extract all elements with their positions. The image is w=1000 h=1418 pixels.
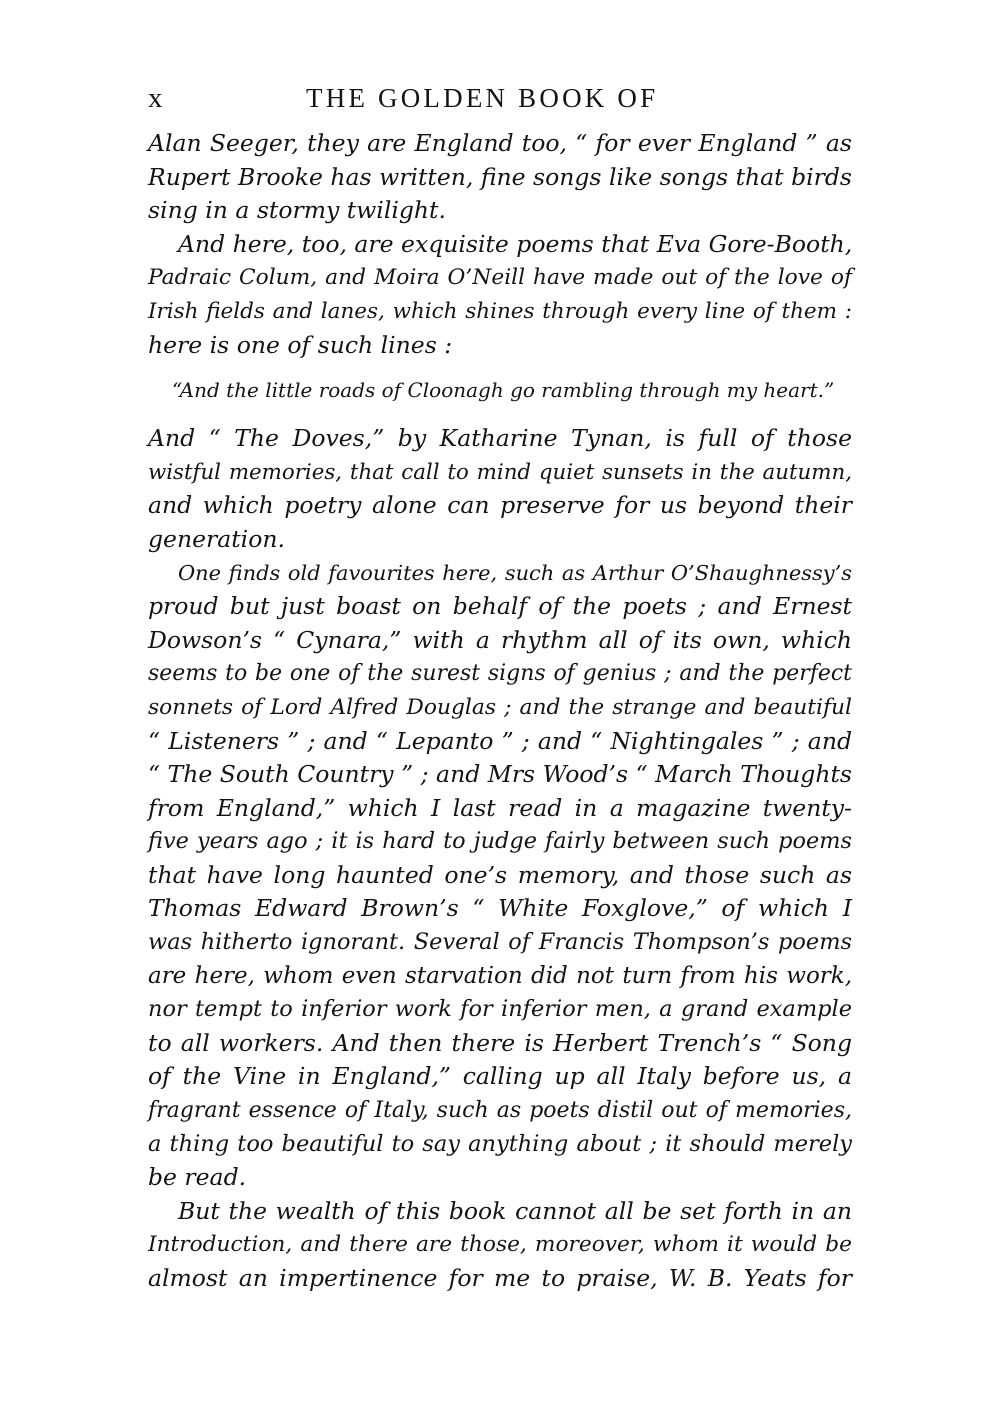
text-line: a thing too beautiful to say anything about ; it should merely [148, 1130, 852, 1157]
text-line: One finds old favourites here, such as Arthur O’Shaughnessy’s [178, 560, 852, 585]
text-line: Irish fields and lanes, which shines through every line of them : [148, 298, 852, 324]
text-line: nor tempt to inferior work for inferior men, a grand example [148, 996, 852, 1023]
text-line: be read. [148, 1163, 247, 1192]
page-number: x [148, 82, 163, 114]
text-line: proud but just boast on behalf of the poets ; and Ernest [148, 592, 852, 621]
text-line: Alan Seeger, they are England too, “ for ever England ” as [148, 129, 852, 157]
text-line: that have long haunted one’s memory, and those such as [148, 860, 852, 889]
text-line: from England,” which I last read in a magazine twenty- [148, 793, 852, 822]
quoted-verse-line: “And the little roads of Cloonagh go rambling through my heart.” [172, 378, 835, 403]
paragraph-2 [148, 228, 852, 362]
text-line: generation. [148, 524, 285, 553]
running-head [148, 80, 852, 116]
text-line: are here, whom even starvation did not turn from his work, [148, 962, 852, 989]
text-line: “ The South Country ” ; and Mrs Wood’s “ March Thoughts [148, 760, 852, 789]
text-line: Thomas Edward Brown’s “ White Foxglove,” of which I [148, 894, 852, 923]
text-line: fragrant essence of Italy, such as poets distil out of memories, [148, 1098, 852, 1124]
paragraph-4 [148, 557, 852, 1195]
text-line: Dowson’s “ Cynara,” with a rhythm all of its own, which [148, 625, 852, 654]
text-line: Rupert Brooke has written, fine songs like songs that birds [148, 162, 852, 191]
text-line: wistful memories, that call to mind quiet sunsets in the autumn, [148, 459, 852, 485]
text-line: seems to be one of the surest signs of genius ; and the perfect [148, 661, 852, 687]
text-line: of the Vine in England,” calling up all Italy before us, a [148, 1062, 852, 1091]
paragraph-5 [148, 1195, 852, 1296]
text-line: But the wealth of this book cannot all be set forth in an [178, 1196, 852, 1225]
text-line: five years ago ; it is hard to judge fairly between such poems [148, 828, 852, 855]
text-line: Padraic Colum, and Moira O’Neill have made out of the love of [148, 265, 852, 291]
running-title: THE GOLDEN BOOK OF [306, 83, 659, 113]
text-line: here is one of such lines : [148, 330, 453, 359]
body-text [148, 127, 852, 1296]
text-line: sonnets of Lord Alfred Douglas ; and the strange and beautiful [148, 694, 852, 720]
text-line: to all workers. And then there is Herbert Trench’s “ Song [148, 1028, 852, 1057]
paragraph-1 [148, 127, 852, 228]
text-line: was hitherto ignorant. Several of Francis Thompson’s poems [148, 929, 852, 956]
text-line: And “ The Doves,” by Katharine Tynan, is full of those [148, 424, 852, 453]
text-line: sing in a stormy twilight. [148, 196, 446, 225]
text-line: Introduction, and there are those, moreover, whom it would be [148, 1232, 852, 1258]
text-line: and which poetry alone can preserve for us beyond their [148, 491, 852, 520]
paragraph-3 [148, 422, 852, 556]
text-line: “ Listeners ” ; and “ Lepanto ” ; and “ Nightingales ” ; and [148, 726, 852, 755]
text-line: And here, too, are exquisite poems that Eva Gore-Booth, [178, 229, 853, 258]
text-line: almost an impertinence for me to praise, W. B. Yeats for [148, 1264, 852, 1292]
